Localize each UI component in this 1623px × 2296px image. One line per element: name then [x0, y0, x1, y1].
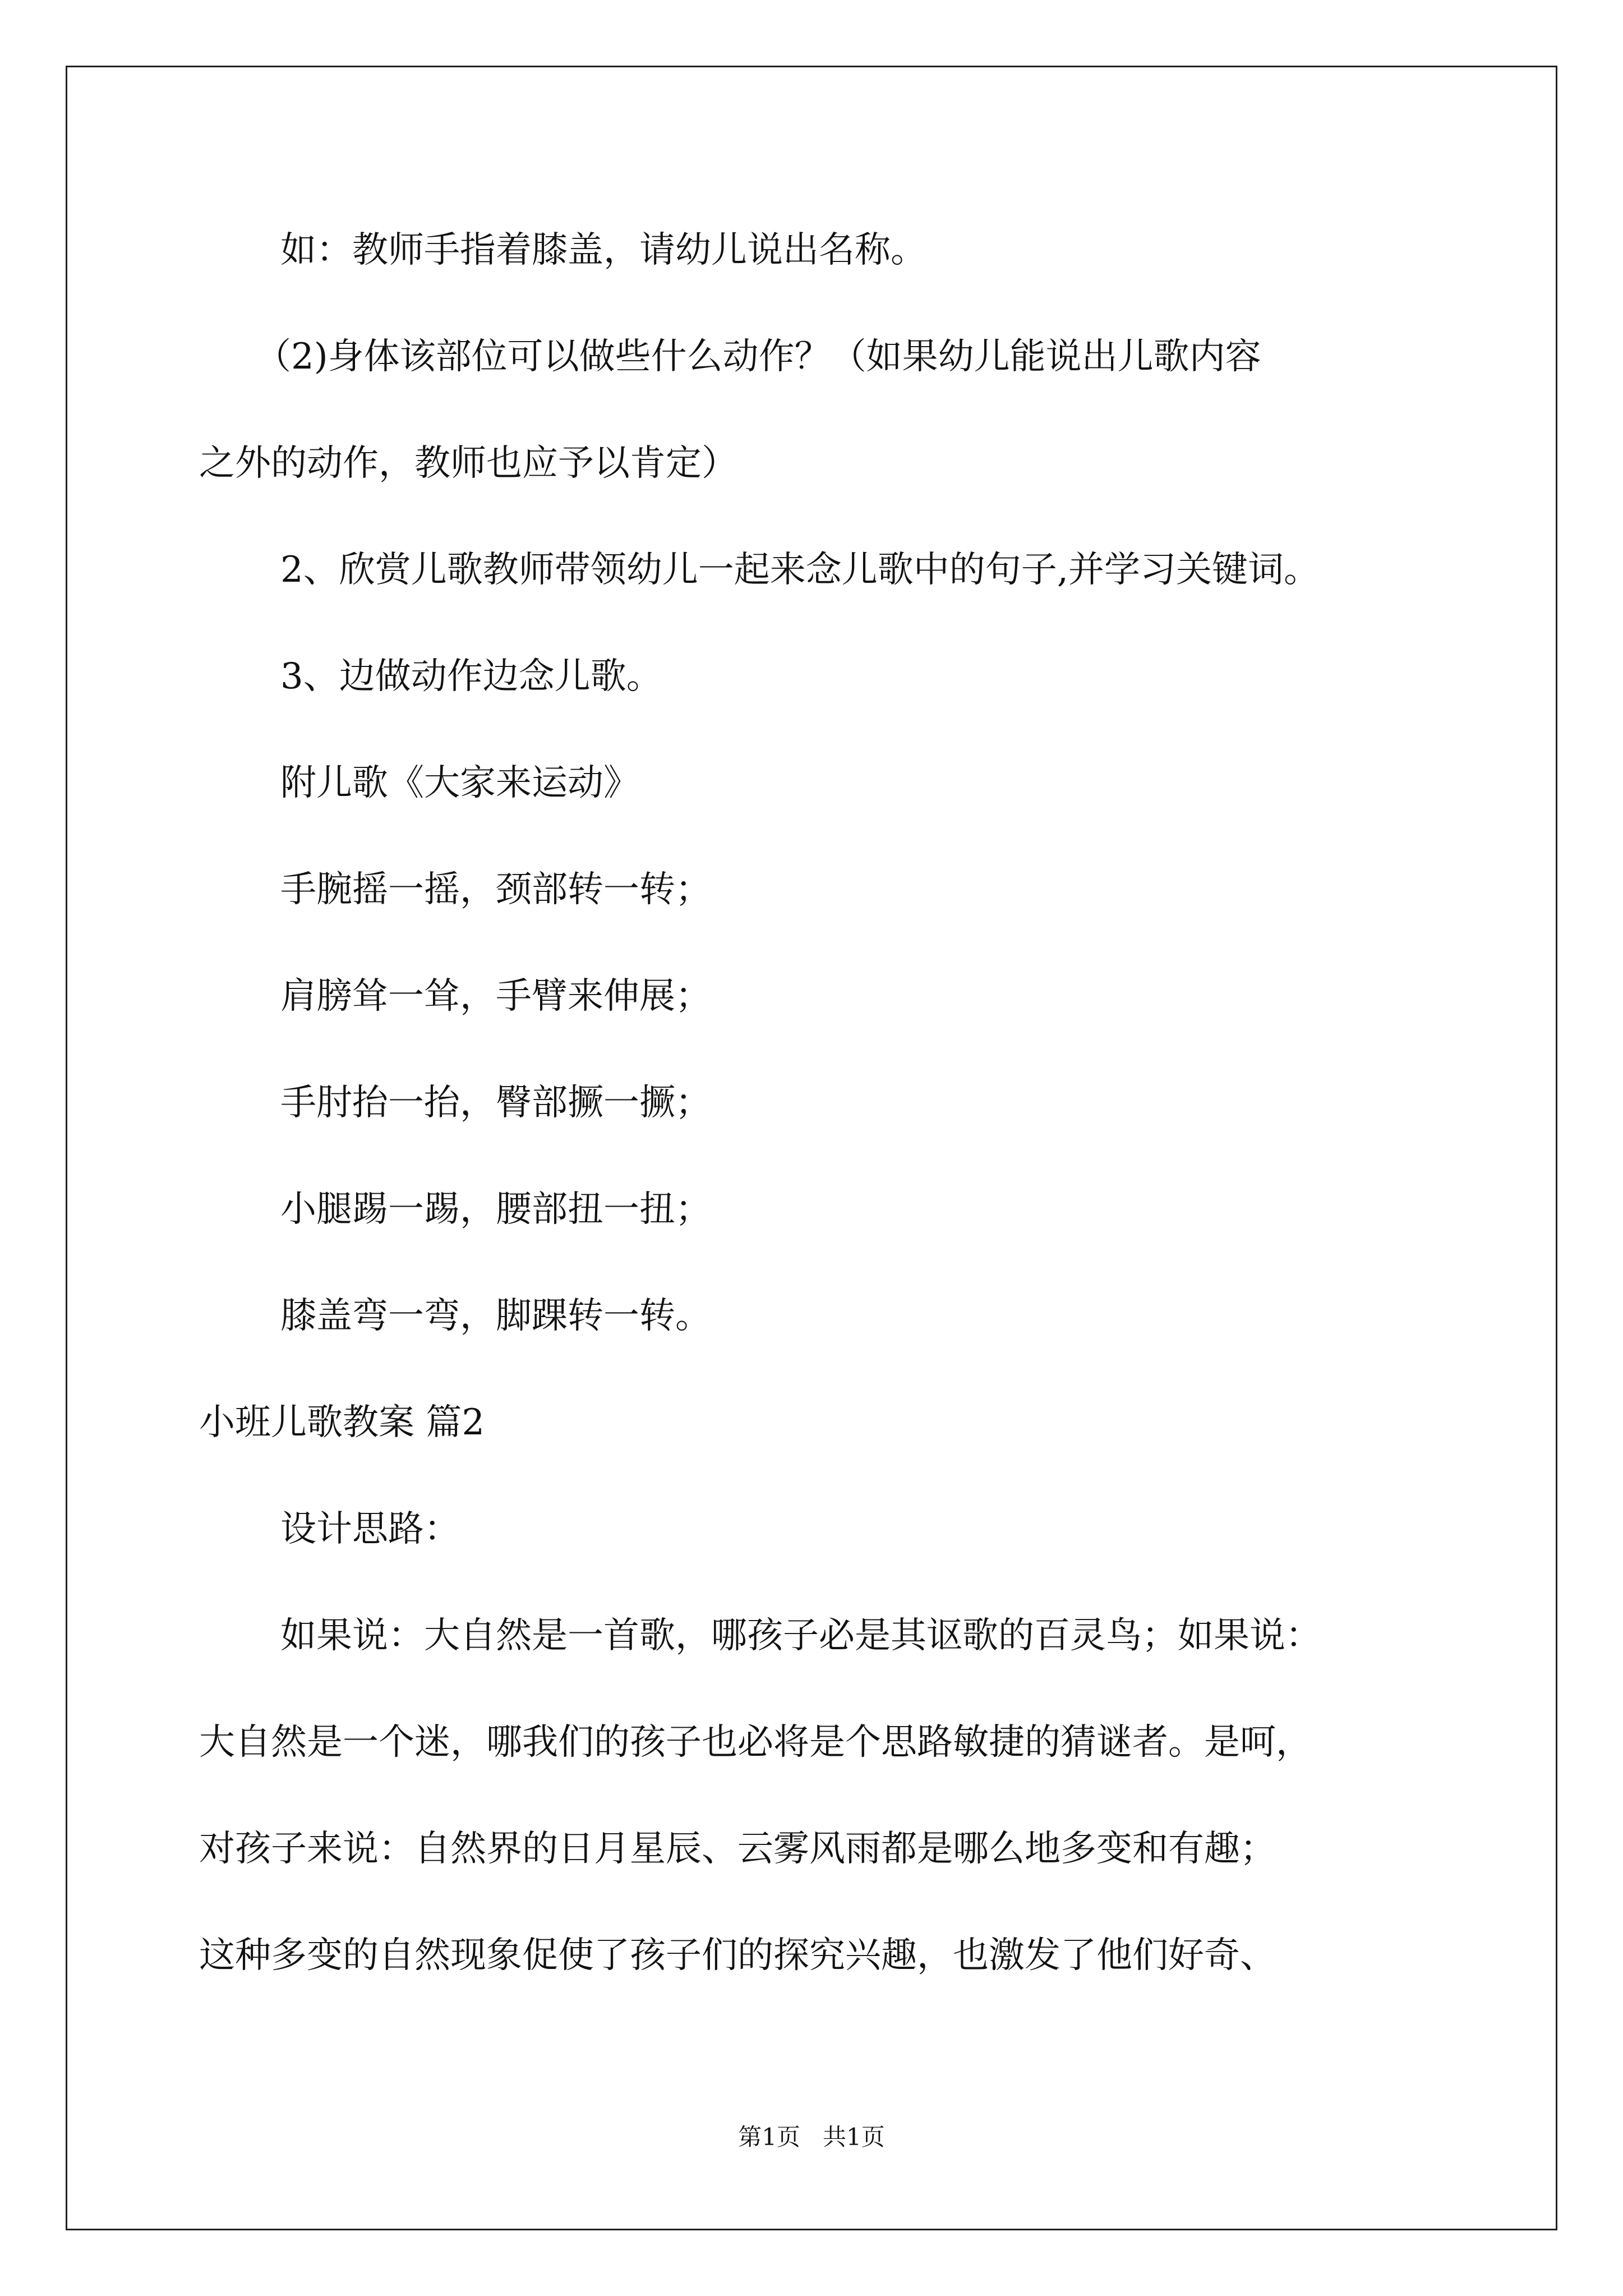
- text-line-15: 大自然是一个迷，哪我们的孩子也必将是个思路敏捷的猜谜者。是呵，: [199, 1722, 1312, 1763]
- text-line-2: （2)身体该部位可以做些什么动作？（如果幼儿能说出儿歌内容: [255, 336, 1261, 378]
- page-footer: 第1页 共1页: [738, 2123, 885, 2151]
- text-line-11: 膝盖弯一弯，脚踝转一转。: [280, 1295, 711, 1337]
- text-line-6: 附儿歌《大家来运动》: [280, 762, 639, 804]
- text-line-3: 之外的动作，教师也应予以肯定）: [199, 443, 737, 484]
- text-line-13: 设计思路：: [280, 1508, 460, 1550]
- text-line-8: 肩膀耸一耸，手臂来伸展；: [280, 976, 711, 1017]
- text-line-9: 手肘抬一抬，臀部撅一撅；: [280, 1082, 711, 1124]
- text-line-10: 小腿踢一踢，腰部扭一扭；: [280, 1189, 711, 1230]
- text-line-1: 如：教师手指着膝盖，请幼儿说出名称。: [280, 229, 926, 271]
- text-line-16: 对孩子来说：自然界的日月星辰、云雾风雨都是哪么地多变和有趣；: [199, 1828, 1276, 1870]
- text-line-17: 这种多变的自然现象促使了孩子们的探究兴趣，也激发了他们好奇、: [199, 1935, 1276, 1976]
- text-line-14: 如果说：大自然是一首歌，哪孩子必是其讴歌的百灵鸟；如果说：: [280, 1615, 1321, 1657]
- text-line-4: 2、欣赏儿歌教师带领幼儿一起来念儿歌中的句子,并学习关键词。: [280, 549, 1320, 591]
- text-line-5: 3、边做动作边念儿歌。: [280, 656, 662, 697]
- section-heading: 小班儿歌教案 篇2: [199, 1402, 485, 1443]
- page-border: [66, 66, 1557, 2230]
- text-line-7: 手腕摇一摇，颈部转一转；: [280, 869, 711, 910]
